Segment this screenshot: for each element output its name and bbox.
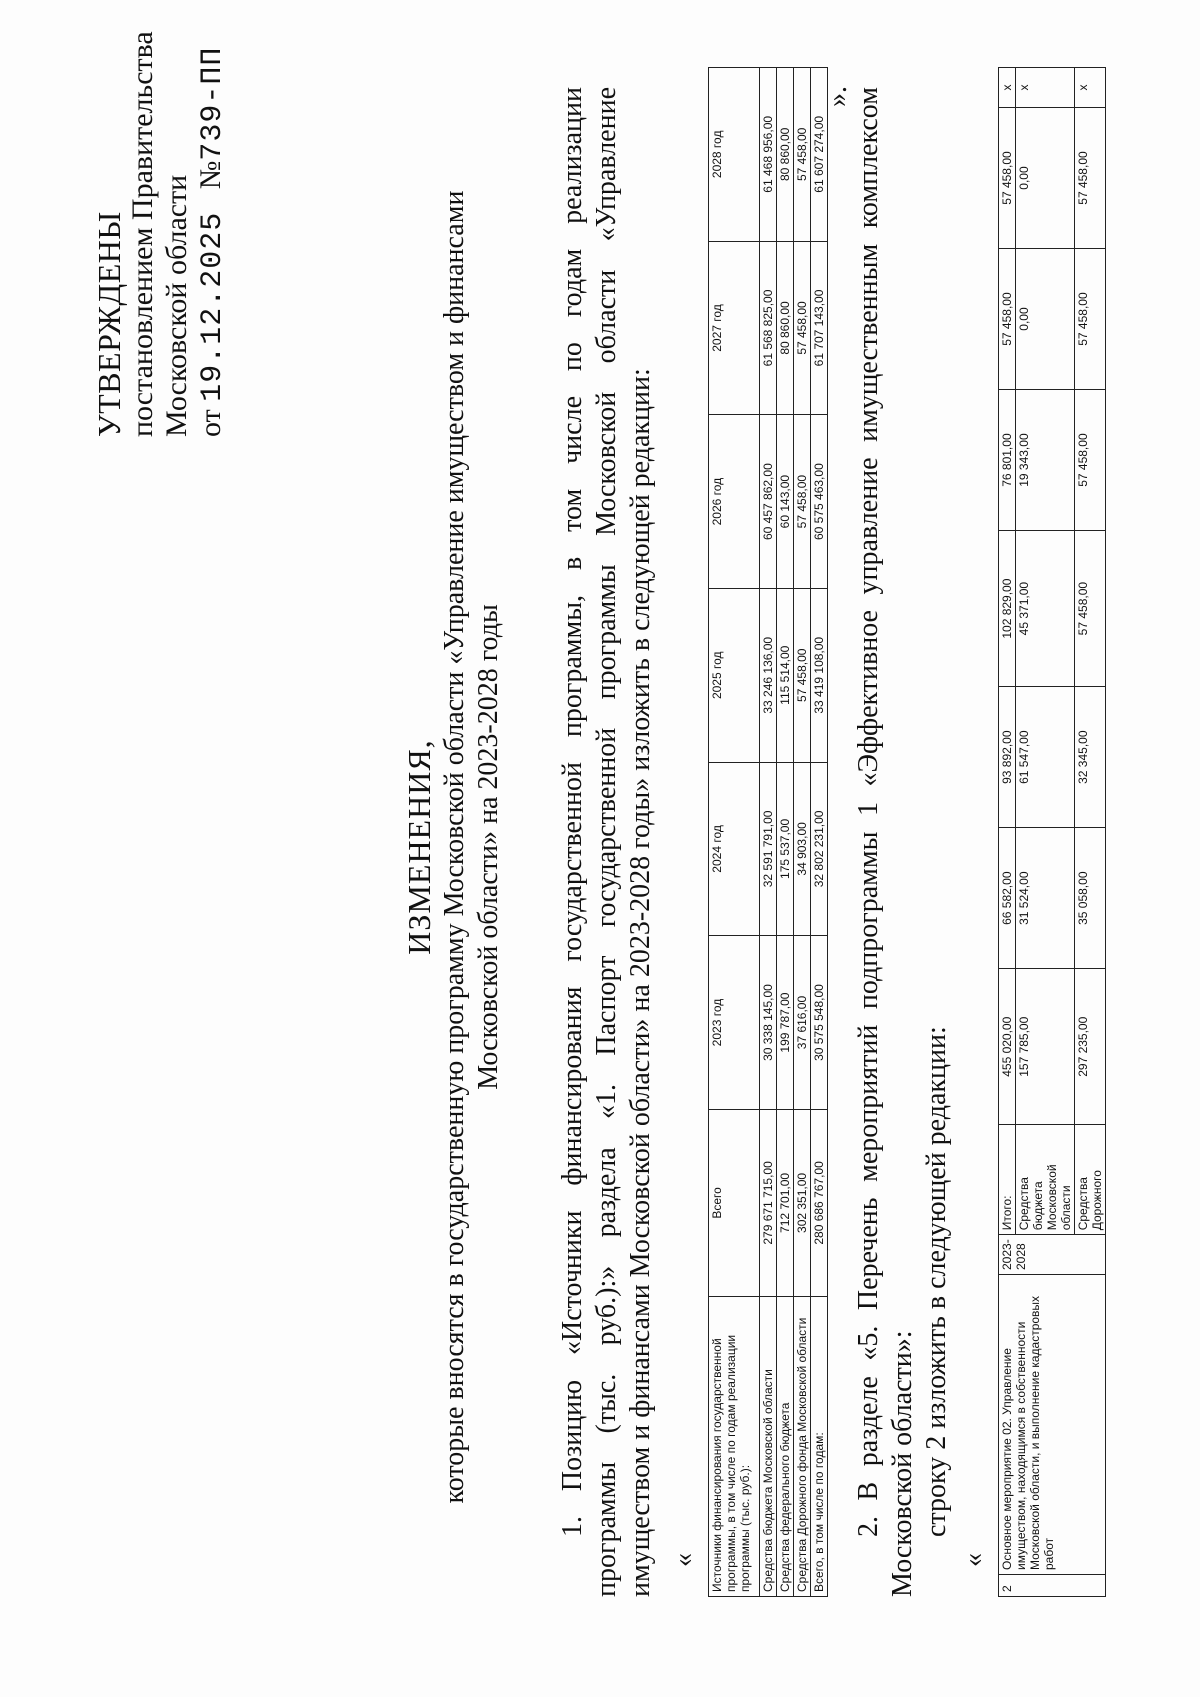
- cell-value: 0,00: [1016, 108, 1075, 249]
- approval-date: 19.12.2025: [196, 211, 230, 402]
- cell-value: 60 143,00: [777, 415, 794, 589]
- cell-value: 57 458,00: [1075, 390, 1106, 531]
- item1-close-quote: ».: [822, 86, 853, 107]
- table-row: [811, 68, 828, 1597]
- row-label: Средства бюджета Московской области: [1016, 1125, 1075, 1235]
- cell-value: 61 547,00: [1016, 687, 1075, 828]
- cell-value: 175 537,00: [777, 762, 794, 936]
- table-row: [999, 68, 1016, 1597]
- item1-open-quote: «: [668, 1553, 699, 1567]
- heading-main: ИЗМЕНЕНИЯ,: [401, 739, 437, 955]
- cell-value: 80 860,00: [777, 241, 794, 415]
- cell-value: 115 514,00: [777, 588, 794, 762]
- document-heading: [400, 97, 506, 1597]
- item2-line-2: Московской области»:: [887, 1330, 918, 1597]
- cell-value: 279 671 715,00: [760, 1109, 777, 1296]
- approval-number: 739-ПП: [196, 46, 230, 161]
- cell-value: 61 607 274,00: [811, 68, 828, 242]
- cell-value: 66 582,00: [999, 828, 1016, 969]
- activity-name: Основное мероприятие 02. Управление имуществом, находящимся в собственности Московской области, и выполнение кадастровых работ: [999, 1275, 1106, 1575]
- cell-value: 57 458,00: [1075, 531, 1106, 687]
- cell-value: 0,00: [1016, 249, 1075, 390]
- cell-value: 61 468 956,00: [760, 68, 777, 242]
- item1-line-3: имуществом и финансами Московской области» на 2023-2028 годы» изложить в следующей редакции:: [625, 368, 656, 1597]
- cell-value: 60 457 862,00: [760, 415, 777, 589]
- table-row: [760, 68, 777, 1597]
- financing-header-col: Всего: [709, 1109, 760, 1296]
- cell-value: 199 787,00: [777, 936, 794, 1110]
- cell-value: 57 458,00: [794, 588, 811, 762]
- financing-header-label: Источники финансирования государственной программы, в том числе по годам реализации программы (тыс. руб.):: [709, 1297, 760, 1597]
- approval-line-1: постановлением Правительства: [126, 31, 159, 437]
- cell-value: 57 458,00: [794, 68, 811, 242]
- financing-header-col: 2023 год: [709, 936, 760, 1110]
- cell-value: 32 345,00: [1075, 687, 1106, 828]
- cell-value: 33 419 108,00: [811, 588, 828, 762]
- cell-value: 102 829,00: [999, 531, 1016, 687]
- cell-value: 302 351,00: [794, 1109, 811, 1296]
- cell-value: 57 458,00: [1075, 249, 1106, 390]
- cell-value: 32 591 791,00: [760, 762, 777, 936]
- item2-open-quote: «: [958, 1553, 989, 1567]
- item2-line-3: строку 2 изложить в следующей редакции:: [921, 1026, 952, 1537]
- approval-date-prefix: от: [194, 409, 227, 437]
- cell-value: 31 524,00: [1016, 828, 1075, 969]
- cell-value: х: [1075, 68, 1106, 108]
- financing-header-col: 2028 год: [709, 68, 760, 242]
- table-row: [794, 68, 811, 1597]
- approval-line-2: Московской области: [160, 174, 193, 437]
- financing-table: [708, 67, 828, 1597]
- cell-value: 19 343,00: [1016, 390, 1075, 531]
- item2-line-1: 2. В разделе «5. Перечень мероприятий подпрограммы 1 «Эффективное управление имущественным комплексом: [853, 87, 884, 1537]
- cell-value: 57 458,00: [999, 249, 1016, 390]
- cell-value: 712 701,00: [777, 1109, 794, 1296]
- cell-value: 57 458,00: [1075, 108, 1106, 249]
- cell-value: 61 568 825,00: [760, 241, 777, 415]
- cell-value: 61 707 143,00: [811, 241, 828, 415]
- financing-header-col: 2026 год: [709, 415, 760, 589]
- row-label: Средства бюджета Московской области: [760, 1297, 777, 1597]
- table-row: [777, 68, 794, 1597]
- row-label: Средства Дорожного фонда Московской области: [794, 1297, 811, 1597]
- heading-line-1: которые вносятся в государственную программу Московской области «Управление имуществом и финансами: [439, 190, 470, 1504]
- row-label: Всего, в том числе по годам:: [811, 1297, 828, 1597]
- heading-line-2: Московской области» на 2023-2028 годы: [473, 604, 504, 1090]
- cell-value: 93 892,00: [999, 687, 1016, 828]
- financing-header-col: 2025 год: [709, 588, 760, 762]
- row-label: Средства федерального бюджета: [777, 1297, 794, 1597]
- activity-period: 2023-2028: [999, 1235, 1106, 1275]
- cell-value: 33 246 136,00: [760, 588, 777, 762]
- cell-value: 57 458,00: [794, 241, 811, 415]
- activity-row-number: 2: [999, 1575, 1106, 1597]
- activity-table: [998, 67, 1106, 1597]
- financing-table-header-row: [709, 68, 760, 1597]
- cell-value: 60 575 463,00: [811, 415, 828, 589]
- cell-value: х: [999, 68, 1016, 108]
- approval-header: УТВЕРЖДЕНЫ: [91, 211, 127, 437]
- cell-value: 32 802 231,00: [811, 762, 828, 936]
- cell-value: 35 058,00: [1075, 828, 1106, 969]
- cell-value: 30 338 145,00: [760, 936, 777, 1110]
- item1-line-1: 1. Позицию «Источники финансирования государственной программы, в том числе по годам реализации: [557, 87, 588, 1537]
- approval-date-line: [194, 17, 230, 437]
- item2-paragraph: [852, 87, 954, 1597]
- cell-value: 45 371,00: [1016, 531, 1075, 687]
- cell-value: 57 458,00: [794, 415, 811, 589]
- cell-value: 34 903,00: [794, 762, 811, 936]
- cell-value: 57 458,00: [999, 108, 1016, 249]
- item1-paragraph: [556, 87, 658, 1597]
- cell-value: 76 801,00: [999, 390, 1016, 531]
- cell-value: 297 235,00: [1075, 969, 1106, 1125]
- cell-value: х: [1016, 68, 1075, 108]
- cell-value: 280 686 767,00: [811, 1109, 828, 1296]
- financing-header-col: 2027 год: [709, 241, 760, 415]
- row-label: Итого:: [999, 1125, 1016, 1235]
- cell-value: 37 616,00: [794, 936, 811, 1110]
- cell-value: 30 575 548,00: [811, 936, 828, 1110]
- row-label: Средства Дорожного: [1075, 1125, 1106, 1235]
- approval-number-prefix: №: [194, 160, 227, 190]
- cell-value: 455 020,00: [999, 969, 1016, 1125]
- item1-line-2: программы (тыс. руб.):» раздела «1. Паспорт государственной программы Московской области «Управление: [591, 87, 622, 1597]
- financing-header-col: 2024 год: [709, 762, 760, 936]
- approval-block: [92, 17, 230, 437]
- cell-value: 157 785,00: [1016, 969, 1075, 1125]
- cell-value: 80 860,00: [777, 68, 794, 242]
